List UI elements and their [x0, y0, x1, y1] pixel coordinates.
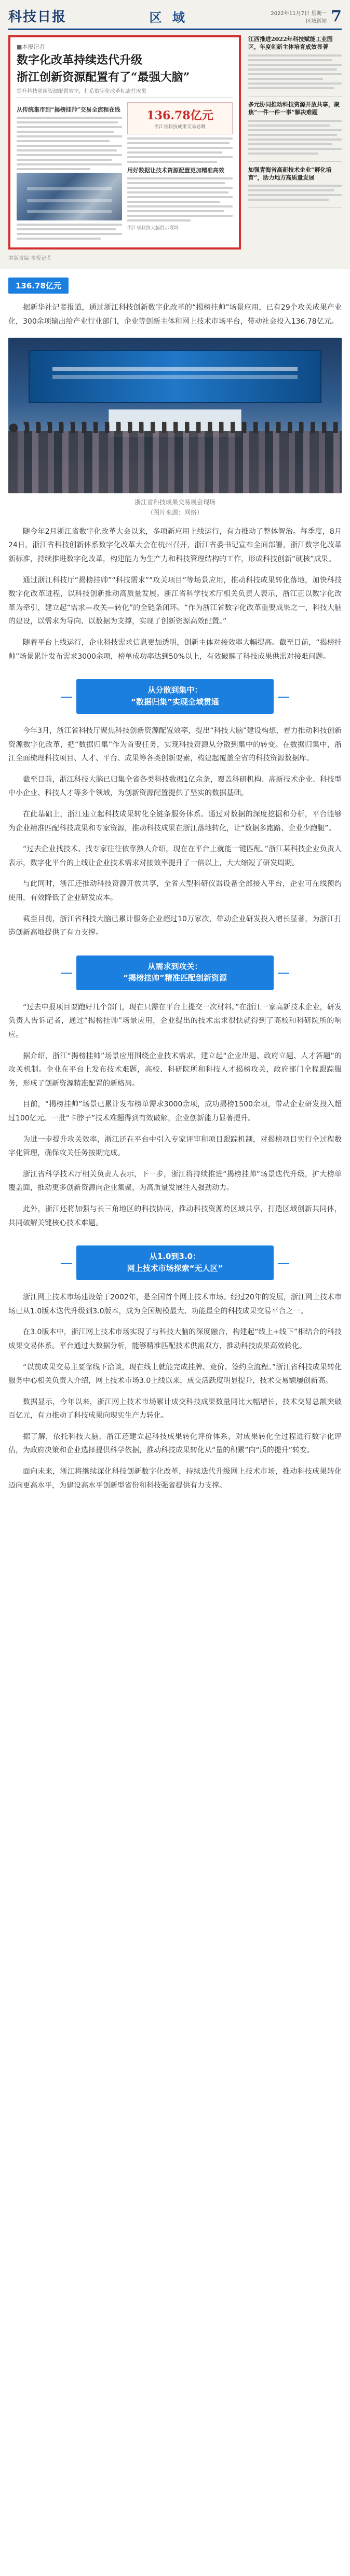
stat-tag: 136.78亿元 — [8, 278, 69, 294]
exhibition-screen — [29, 350, 322, 403]
article-paragraph: “以前成果交易主要靠线下洽谈，现在线上就能完成挂牌、竞价、签约全流程。”浙江省科技成果转化服务中心相关负责人介绍，网上技术市场3.0上线以来，成交活跃度明显提升，技术交易额屡创新高。 — [8, 1363, 342, 1386]
paper-stat-value: 136.78亿元 — [146, 109, 213, 123]
paper-lead: 提升科技创新资源配置效率，打造数字化改革标志性成果 — [17, 87, 233, 98]
article-paragraph: 随着平台上线运行，企业科技需求信息更加透明，创新主体对接效率大幅提高。截至目前，“揭榜挂帅”场景累计发布需求3000余项，榜单成功率达到50%以上，有效破解了科技成果供需对接难问题。 — [8, 638, 342, 661]
paper-edition: 区域新闻 — [306, 19, 327, 24]
article-paragraph: “过去申报项目要跑好几个部门，现在只需在平台上提交一次材料。”在浙江一家高新技术企业，研发负责人告诉记者，通过“揭榜挂帅”场景应用，企业提出的技术需求很快就得到了高校和科研院所的响应。 — [8, 1003, 342, 1039]
paper-headline-2: 浙江创新资源配置有了“最强大脑” — [17, 70, 190, 84]
section-banner-2-line-2: “揭榜挂帅”精准匹配创新资源 — [123, 973, 227, 983]
section-banner-1-line-1: 从分散到集中： — [147, 685, 203, 695]
photo-caption — [8, 497, 342, 517]
highlighted-article — [8, 35, 241, 250]
article-paragraph: 面向未来，浙江将继续深化科技创新数字化改革，持续迭代升级网上技术市场，推动科技成果转化迈向更高水平，为建设高水平创新型省份和科技强省提供有力支撑。 — [8, 1467, 342, 1490]
section-banner-3-line-2: 网上技术市场探索“无人区” — [127, 1263, 223, 1273]
paper-side-story-2 — [248, 101, 342, 162]
paper-text-lines-2 — [17, 224, 122, 240]
paper-meta — [271, 10, 327, 25]
masthead-right — [271, 7, 342, 25]
article-paragraph: 与此同时，浙江还推动科技资源开放共享，全省大型科研仪器设备全部接入平台，企业可在线预约使用，有效降低了企业研发成本。 — [8, 880, 342, 903]
article-paragraph: 据介绍，浙江“揭榜挂帅”场景应用围绕企业技术需求，建立起“企业出题、政府立题、人才答题”的攻关机制。企业在平台上发布技术难题，高校、科研院所和科技人才揭榜攻关，政府部门全程跟踪服务，形成了创新资源精准配置的新格局。 — [8, 1051, 342, 1088]
section-banner-1-line-2: “数据归集”实现全域贯通 — [131, 697, 219, 707]
article-paragraph: 数据显示，今年以来，浙江网上技术市场累计成交科技成果数量同比大幅增长，技术交易总额突破百亿元，有力推动了科技成果向现实生产力转化。 — [8, 1397, 342, 1420]
paper-footer: 本版责编 本报记者 — [8, 256, 52, 262]
paper-side-story-3 — [248, 166, 342, 209]
newspaper-clipping — [0, 0, 350, 269]
article-paragraph: 目前，“揭榜挂帅”场景已累计发布榜单需求3000余项，成功揭榜1500余项，带动企业研发投入超过100亿元。一批“卡脖子”技术难题得到有效破解，企业创新能力显著提升。 — [8, 1100, 342, 1123]
paper-photo-caption: 浙江省科技大脑展示现场 — [127, 226, 179, 231]
paper-sidebar — [248, 35, 342, 250]
article-paragraph: 截至目前，浙江省科技大脑已累计服务企业超过10万家次，带动企业研发投入增长显著，为浙江打造创新高地提供了有力支撑。 — [8, 915, 342, 937]
paper-stat-caption: 浙江省科技成果交易总额 — [154, 124, 206, 130]
paper-subtitle-1: 从传统集市到“揭榜挂帅”交易全流程在线 — [17, 106, 120, 114]
article-paragraph: 据了解，依托科技大脑，浙江还建立起科技成果转化评价体系，对成果转化全过程进行数字化评估，为政府决策和企业选择提供科学依据，推动科技成果转化从“量的积累”向“质的提升”转变。 — [8, 1432, 342, 1455]
section-banner-3 — [76, 1245, 274, 1280]
section-banner-3-line-1: 从1.0到3.0： — [149, 1252, 201, 1262]
paper-text-lines-4 — [127, 177, 233, 221]
article-paragraph: 截至目前，浙江科技大脑已归集全省各类科技数据1亿余条，覆盖科研机构、高新技术企业、科技型中小企业、科技人才等多个领域，为创新资源配置提供了坚实的数据基础。 — [8, 775, 342, 798]
paper-page-number: 7 — [331, 7, 342, 25]
article-paragraph: 在3.0版本中，浙江网上技术市场实现了与科技大脑的深度融合，构建起“线上+线下”相结合的科技成果交易体系。平台通过大数据分析，能够精准匹配技术供需双方，推动科技成果高效转化。 — [8, 1328, 342, 1350]
exhibition-crowd — [8, 431, 342, 493]
paper-date: 2022年11月7日 星期一 — [271, 11, 327, 17]
article-paragraph: 浙江省科学技术厅相关负责人表示，下一步，浙江将持续推进“揭榜挂帅”场景迭代升级，扩大榜单覆盖面，推动更多创新资源向企业集聚，为高质量发展注入强劲动力。 — [8, 1170, 342, 1193]
article-paragraph: 此外，浙江还将加强与长三角地区的科技协同，推动科技资源跨区域共享，打造区域创新共同体，共同破解关键核心技术难题。 — [8, 1204, 342, 1227]
article-paragraph: 通过浙江科技厅“揭榜挂帅”“科技需求”“攻关项目”等场景应用，推动科技成果转化落地，加快科技数字化改革进程，以科技创新推动高质量发展。浙江省科学技术厅相关负责人表示，浙江正以数字化改革为牵引，建立起“需求—攻关—转化”的全链条闭环。“作为浙江省数字化改革重要成果之一，科技大脑的建设，以需求为导向、以数据为支撑，实现了创新资源高效配置。” — [8, 576, 342, 626]
paper-columns — [17, 102, 233, 242]
article-paragraph: 据新华社记者报道，通过浙江科技创新数字化改革的“揭榜挂帅”场景应用，已有29个攻关成果产业化，300余项输出给产业行业部门，企业等创新主体和网上技术市场平台，带动社会投入136.78亿元。 — [8, 303, 342, 326]
article-paragraph: 为进一步提升攻关效率，浙江还在平台中引入专家评审和项目跟踪机制，对揭榜项目实行全过程数字化管理，确保攻关任务按期完成。 — [8, 1135, 342, 1158]
paper-side-title-1: 江西推进2022年科技赋能工业园区，年度创新主体培育成效显著 — [248, 36, 333, 51]
paper-photo — [17, 173, 122, 220]
paper-subtitle-2: 用好数据让技术资源配置更加精准高效 — [127, 167, 224, 174]
paper-column-right — [127, 102, 233, 242]
paper-side-title-3: 加强青海省高新技术企业“孵化培育”，助力地方高质量发展 — [248, 166, 332, 181]
article-paragraph: 在此基础上，浙江建立起科技成果转化全链条服务体系。通过对数据的深度挖掘和分析，平台能够为企业精准匹配科技成果和专家资源，推动科技成果在浙江落地转化，让“数据多跑路、企业少跑腿”。 — [8, 810, 342, 833]
paper-headline-1: 数字化改革持续迭代升级 — [17, 53, 143, 67]
paper-stat-card — [127, 102, 233, 134]
photo-caption-line-2: （图片来源：网络） — [146, 508, 203, 516]
section-banner-1 — [76, 679, 274, 714]
paper-text-lines-3 — [127, 137, 233, 163]
paper-column-left — [17, 102, 122, 242]
paper-text-lines — [17, 117, 122, 170]
article-paragraph: 今年3月，浙江省科技厅聚焦科技创新资源配置效率，提出“科技大脑”建设构想，着力推动科技创新资源数字化改革，把“数据归集”作为首要任务，实现科技资源从分散到集中的转变。在数据归集中，浙江全面梳理科技项目、人才、平台、成果等各类创新要素，构建起覆盖全省的科技资源数据库。 — [8, 727, 342, 763]
paper-side-title-2: 多元协同推动科技资源开放共享，聚焦“一件一件一事”解决难题 — [248, 101, 340, 116]
article — [0, 269, 350, 1503]
article-paragraph: 浙江网上技术市场建设始于2002年，是全国首个网上技术市场。经过20年的发展，浙江网上技术市场已从1.0版本迭代升级到3.0版本，成为全国规模最大、功能最全的科技成果交易平台之一。 — [8, 1293, 342, 1315]
photo-caption-line-1: 浙江省科技成果交易展会现场 — [134, 498, 216, 506]
paper-kicker: ■本报记者 — [17, 44, 45, 50]
paper-side-story-1 — [248, 35, 342, 96]
section-banner-2 — [76, 955, 274, 990]
paper-body — [8, 35, 342, 250]
exhibition-photo — [8, 338, 342, 493]
section-banner-2-line-1: 从需求到攻关： — [147, 961, 203, 971]
paper-section: 区 域 — [149, 10, 188, 25]
paper-name: 科技日报 — [8, 9, 67, 25]
masthead — [8, 6, 342, 30]
article-paragraph: 随今年2月浙江省数字化改革大会以来，多项新应用上线运行，有力推动了整体智治。每季度，8月24日，浙江省科技创新体系数字化改革大会在杭州召开，浙江省委书记宣布全面部署，浙江数字化改革新标准，持续推进数字化改革，构建能力为生产力和科技管理结构的工作，形成科技创新“硬核”成果。 — [8, 527, 342, 563]
article-paragraph: “过去企业找技术、找专家往往依靠熟人介绍，现在在平台上就能一键匹配。”浙江某科技企业负责人表示，数字化平台的上线让企业技术需求对接效率提升了一倍以上，大大缩短了研发周期。 — [8, 845, 342, 867]
